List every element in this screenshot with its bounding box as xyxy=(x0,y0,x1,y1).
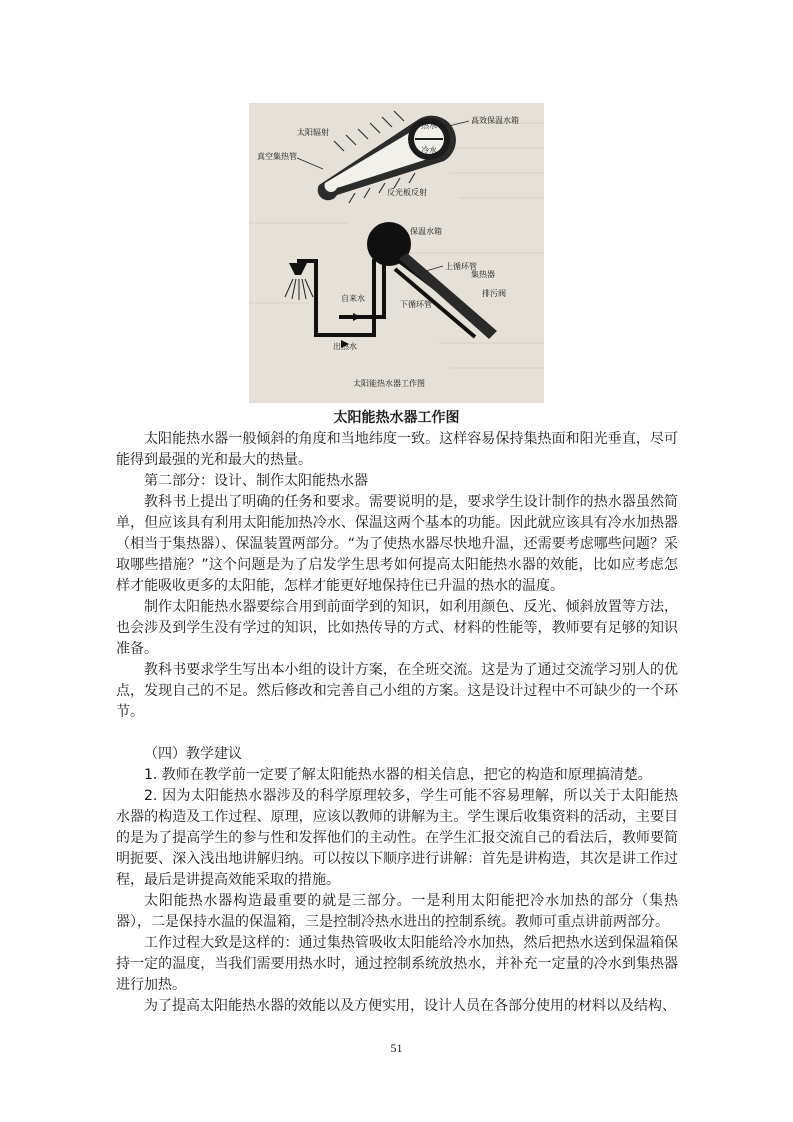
paragraph: 2. 因为太阳能热水器涉及的科学原理较多，学生可能不容易理解，所以关于太阳能热水器的构造及工作过程、原理，应该以教师的讲解为主。学生课后收集资料的活动，主要目的是为了提高学生的参与性和发挥他们的主动性。在学生汇报交流自己的看法后，教师要简明扼要、深入浅出地讲解归纳。可以按以下顺序进行讲解：首先是讲构造，其次是讲工作过程，最后是讲提高效能采取的措施。 xyxy=(116,788,678,888)
label-hot-water-out: 出热水 xyxy=(333,342,357,351)
figure-caption: 太阳能热水器工作图 xyxy=(333,410,460,426)
paragraph: 太阳能热水器一般倾斜的角度和当地纬度一致。这样容易保持集热面和阳光垂直，尽可能得到最强的光和最大的热量。 xyxy=(116,431,678,468)
paragraph: 为了提高太阳能热水器的效能以及方便实用，设计人员在各部分使用的材料以及结构、 xyxy=(144,998,676,1014)
label-solar-radiation: 太阳辐射 xyxy=(297,128,329,137)
solar-heater-figure xyxy=(249,103,544,403)
label-tap-water: 自来水 xyxy=(341,294,365,303)
paragraph: 制作太阳能热水器要综合用到前面学到的知识，如利用颜色、反光、倾斜放置等方法，也会涉及到学生没有学过的知识，比如热传导的方式、材料的性能等，教师要有足够的知识准备。 xyxy=(116,599,678,657)
label-drain-valve: 排污阀 xyxy=(482,289,506,298)
section-heading: （四）教学建议 xyxy=(144,746,242,762)
label-upper-pipe: 上循环管 xyxy=(445,262,477,271)
label-insulated-tank: 保温水箱 xyxy=(410,227,442,236)
shower-head xyxy=(285,263,313,300)
paragraph: 1. 教师在教学前一定要了解太阳能热水器的相关信息，把它的构造和原理搞清楚。 xyxy=(144,767,652,783)
body-text xyxy=(116,429,678,1017)
label-lower-pipe: 下循环管 xyxy=(400,300,432,309)
label-collector: 集热器 xyxy=(471,270,495,279)
page-number: 51 xyxy=(390,1041,403,1055)
paragraph: 教科书上提出了明确的任务和要求。需要说明的是，要求学生设计制作的热水器虽然简单，但应该具有利用太阳能加热冷水、保温这两个基本的功能。因此就应该具有冷水加热器（相当于集热器）、保温装置两部分。“为了使热水器尽快地升温，还需要考虑哪些问题？采取哪些措施？”这个问题是为了启发学生思考如何提高太阳能热水器的效能，比如应考虑怎样才能吸收更多的太阳能，怎样才能更好地保持住已升温的热水的温度。 xyxy=(116,494,678,594)
label-cold-water: 冷水 xyxy=(421,146,437,155)
label-reflector: 反光板反射 xyxy=(387,188,427,197)
solar-heater-diagram xyxy=(249,103,544,403)
label-vacuum-tube: 真空集热管 xyxy=(257,152,297,161)
label-hot-water: 热水 xyxy=(421,121,437,130)
paragraph: 工作过程大致是这样的：通过集热管吸收太阳能给冷水加热，然后把热水送到保温箱保持一定的温度，当我们需要用热水时，通过控制系统放热水，并补充一定量的冷水到集热器进行加热。 xyxy=(116,935,678,993)
label-insulated-tank-hi: 高效保温水箱 xyxy=(471,116,519,125)
paragraph: 太阳能热水器构造最重要的就是三部分。一是利用太阳能把冷水加热的部分（集热器），二是保持水温的保温箱，三是控制冷热水进出的控制系统。教师可重点讲前两部分。 xyxy=(116,893,678,930)
paragraph: 教科书要求学生写出本小组的设计方案，在全班交流。这是为了通过交流学习别人的优点，发现自己的不足。然后修改和完善自己小组的方案。这是设计过程中不可缺少的一个环节。 xyxy=(116,662,678,720)
section-heading: 第二部分：设计、制作太阳能热水器 xyxy=(144,473,368,489)
figure-inner-caption: 太阳能热水器工作图 xyxy=(353,379,425,388)
